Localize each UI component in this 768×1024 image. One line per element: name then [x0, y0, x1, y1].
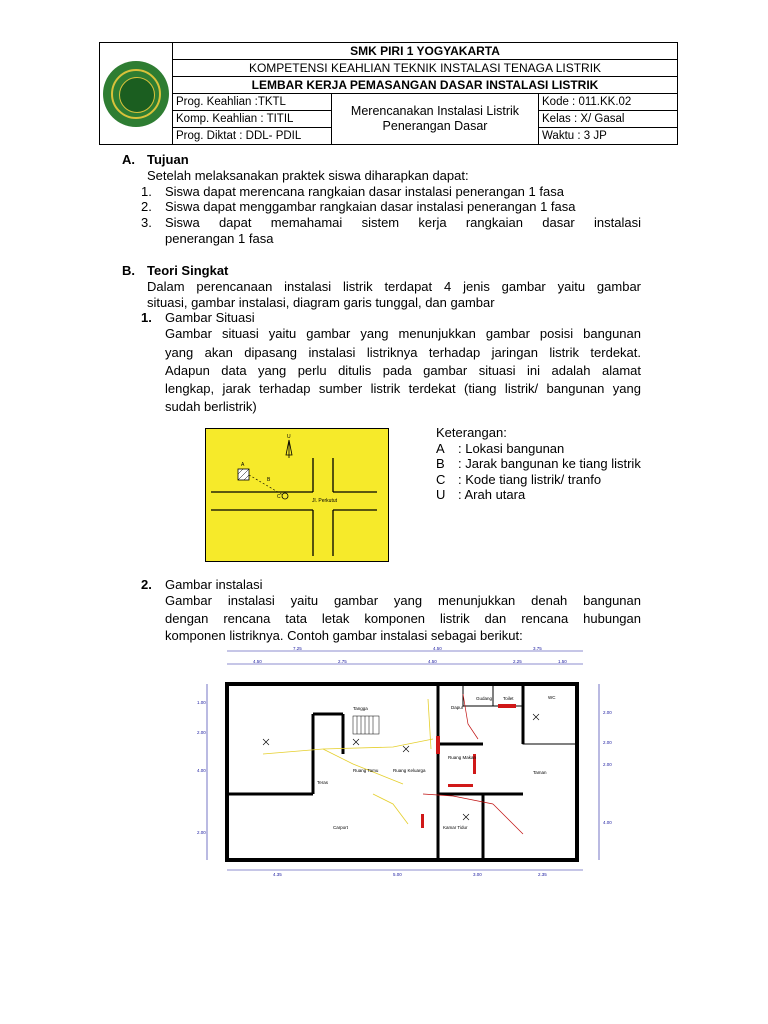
dim-label: 3.75: [533, 646, 542, 651]
list-item-continued: penerangan 1 fasa: [165, 231, 274, 246]
dim-label: 2.00: [603, 740, 612, 745]
map-label-u: U: [287, 434, 291, 440]
dim-label: 5.00: [393, 872, 402, 877]
room-label: Taman: [533, 770, 547, 775]
worksheet-title: LEMBAR KERJA PEMASANGAN DASAR INSTALASI LISTRIK: [173, 77, 678, 94]
section-b-title: Teori Singkat: [147, 263, 229, 278]
sub2-title: Gambar instalasi: [165, 577, 263, 592]
sub2-line-1: Gambar instalasi yaitu gambar yang menunjukkan denah bangunan: [165, 593, 641, 608]
map-label-a: A: [241, 462, 245, 468]
room-label: Gudang: [476, 696, 493, 701]
school-logo-icon: [103, 61, 169, 127]
dim-label: 1.50: [558, 659, 567, 664]
situation-map: [205, 428, 389, 562]
dim-label: 2.00: [197, 730, 206, 735]
sub2-line-2: dengan rencana tata letak komponen listrik dan rencana hubungan: [165, 611, 641, 626]
list-item-number: 3.: [141, 215, 152, 230]
dim-label: 7.25: [293, 646, 302, 651]
room-label: Dapur: [451, 705, 464, 710]
sub1-line-3: Adapun data yang perlu ditulis pada gambar situasi ini adalah alamat: [165, 363, 641, 378]
sub2-number: 2.: [141, 577, 152, 592]
section-b-letter: B.: [122, 263, 135, 278]
dim-label: 2.75: [338, 659, 347, 664]
competency-title: KOMPETENSI KEAHLIAN TEKNIK INSTALASI TENAGA LISTRIK: [173, 60, 678, 77]
map-label-b: B: [267, 477, 271, 483]
dim-label: 4.50: [433, 646, 442, 651]
floor-plan: [193, 644, 623, 880]
room-label: Carport: [333, 825, 349, 830]
dim-label: 4.50: [253, 659, 262, 664]
list-item: Siswa dapat menggambar rangkaian dasar instalasi penerangan 1 fasa: [165, 199, 576, 214]
room-label: Ruang Keluarga: [393, 768, 426, 773]
sub1-line-1: Gambar situasi yaitu gambar yang menunjukkan gambar posisi bangunan: [165, 326, 641, 341]
dim-label: 4.35: [273, 872, 282, 877]
dim-label: 4.00: [197, 768, 206, 773]
dim-label: 4.00: [603, 820, 612, 825]
dim-label: 4.50: [428, 659, 437, 664]
map-label-c: C: [277, 494, 281, 500]
room-label: Tangga: [353, 706, 368, 711]
sub1-line-2: yang akan dipasang instalasi listriknya terhadap jaringan listrik terdekat.: [165, 345, 641, 360]
list-item-number: 1.: [141, 184, 152, 199]
logo-cell: [100, 43, 173, 145]
map-legend: Keterangan: A : Lokasi bangunan B : Jarak bangunan ke tiang listrik C : Kode tiang listrik/ tranfo U : Arah utara: [436, 425, 641, 502]
prog-keahlian: Prog. Keahlian :TKTL: [173, 94, 332, 111]
prog-diktat: Prog. Diktat : DDL- PDIL: [173, 128, 332, 145]
dim-label: 1.00: [197, 700, 206, 705]
subject-title: Merencanakan Instalasi Listrik Penerangan Dasar: [332, 94, 539, 145]
street-label: Jl. Perkutut: [312, 498, 338, 504]
dim-label: 3.00: [473, 872, 482, 877]
header-table: [99, 42, 678, 145]
list-item: Siswa dapat memahamai sistem kerja rangkaian dasar instalasi: [165, 215, 641, 230]
room-label: Ruang Makan: [448, 755, 477, 760]
room-label: Teras: [317, 780, 329, 785]
kode: Kode : 011.KK.02: [539, 94, 678, 111]
sub1-number: 1.: [141, 310, 152, 325]
komp-keahlian: Komp. Keahlian : TITIL: [173, 111, 332, 128]
sub2-line-3: komponen listriknya. Contoh gambar instalasi sebagai berikut:: [165, 628, 523, 643]
section-a-title: Tujuan: [147, 152, 189, 167]
waktu: Waktu : 3 JP: [539, 128, 678, 145]
kelas: Kelas : X/ Gasal: [539, 111, 678, 128]
dim-label: 2.00: [603, 762, 612, 767]
sub1-title: Gambar Situasi: [165, 310, 255, 325]
room-label: Ruang Tamu: [353, 768, 379, 773]
section-b-intro-2: situasi, gambar instalasi, diagram garis tunggal, dan gambar: [147, 295, 495, 310]
room-label: WC: [548, 695, 556, 700]
list-item: Siswa dapat merencana rangkaian dasar instalasi penerangan 1 fasa: [165, 184, 564, 199]
section-a-intro: Setelah melaksanakan praktek siswa diharapkan dapat:: [147, 168, 469, 183]
school-name: SMK PIRI 1 YOGYAKARTA: [173, 43, 678, 60]
section-b-intro-1: Dalam perencanaan instalasi listrik terdapat 4 jenis gambar yaitu gambar: [147, 279, 641, 294]
room-label: Toilet: [503, 696, 514, 701]
section-a-letter: A.: [122, 152, 135, 167]
list-item-number: 2.: [141, 199, 152, 214]
dim-label: 2.35: [538, 872, 547, 877]
room-label: Kamar Tidur: [443, 825, 468, 830]
sub1-line-5: sudah berlistrik): [165, 399, 257, 414]
dim-label: 2.25: [513, 659, 522, 664]
sub1-line-4: lengkap, jarak terhadap sumber listrik terdekat (tiang listrik/ bangunan yang: [165, 381, 641, 396]
legend-title: Keterangan:: [436, 425, 507, 440]
dim-label: 2.00: [197, 830, 206, 835]
dim-label: 2.00: [603, 710, 612, 715]
